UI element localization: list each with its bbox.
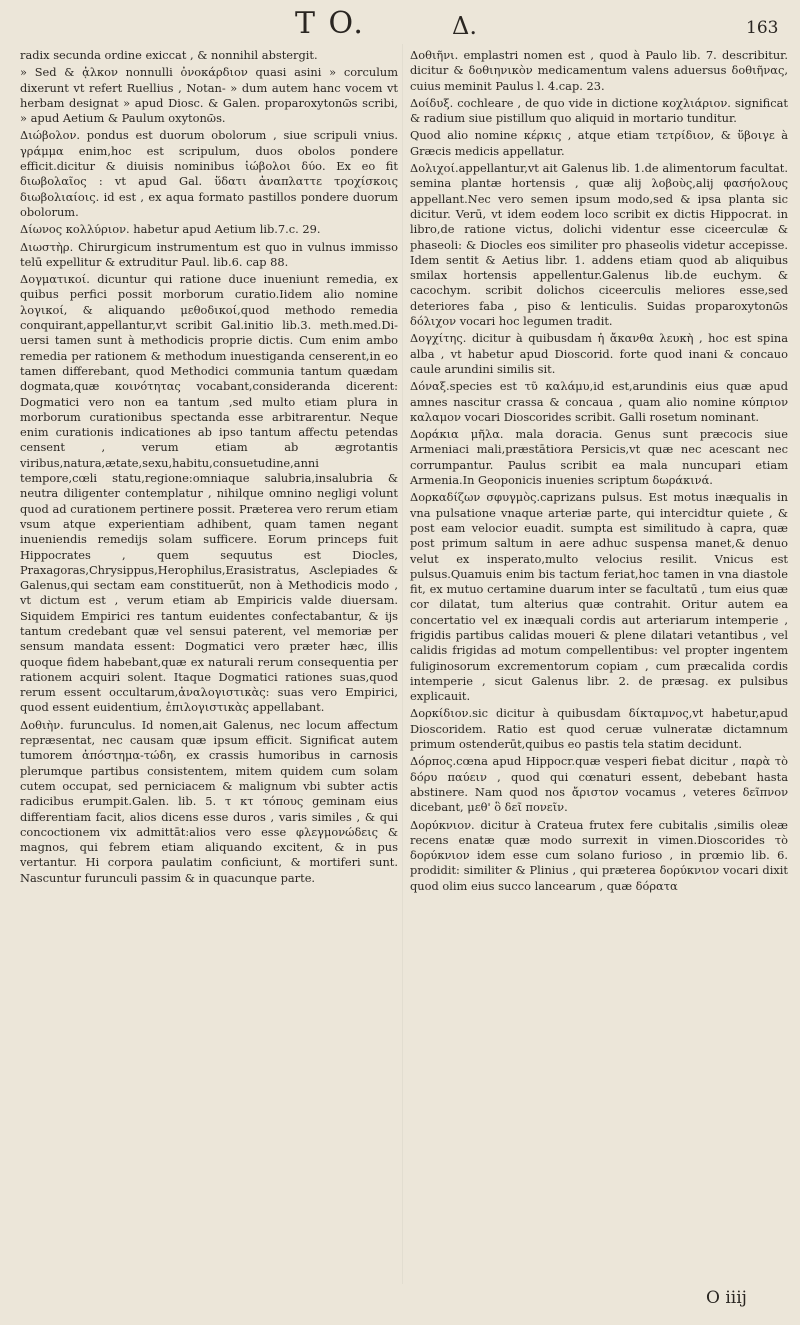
entry: Δοθιὴν. furunculus. Id nomen,ait Galenus, nec locum affectum repræsentat, nec causam quæ ipsum efficit. Significat autem tumorem ἀπόστημα-τώδη, ex crassis humoribus in carnosis plerumque partibus consistentem, mitem quidem cum solam cutem occupat, sed perniciacem & malignum vbi subter actis radicibus erumpit.Galen. lib. 5. τ κτ τόπους geminam eius differentiam facit, alios dicens esse duros , varis similes , & qui concoctionem vix admittāt:alios vero esse φλεγμονώδεις & magnos, qui febrem etiam aliquando excitent, & in pus vertantur. Hi corpora paulatim conficiunt, & mortiferi sunt. Nascuntur furunculi passim & in quacunque parte. [20, 717, 399, 885]
entry: Δορκίδιον.sic dicitur à quibusdam δίκταμνος,vt habetur,apud Dioscoridem. Ratio est quod ceruæ vulneratæ dictamnum primum ostenderūt,quibus eo pastis tela statim decidunt. [410, 706, 788, 752]
entry: Δορύκνιον. dicitur à Crateua frutex fere cubitalis ,similis oleæ recens enatæ quæ modo surrexit in vimen.Dioscorides τὸ δορύκνιον idem esse cum solano furioso , in prœmio lib. 6. prodidit: similiter & Plinius , qui præterea δορύκνιον vocari dixit quod olim eius succo lancearum , quæ δόρατα [410, 817, 788, 893]
entry: Δοράκια μῆλα. mala doracia. Genus sunt præcocis siue Armeniaci mali,præstātiora Persicis,vt quæ nec acescant nec corrumpantur. Paulus scribit ea mala nuncupari etiam Armenia.In Geoponicis inuenies scriptum δωράκινά. [410, 427, 788, 488]
column-gutter [402, 44, 403, 1284]
entry: Διωστὴρ. Chirurgicum instrumentum est quo in vulnus immisso telū expellitur & extruditur Paul. lib.6. cap 88. [20, 239, 398, 269]
page-number: 163 [746, 18, 779, 38]
entry: Δογματικοί. dicuntur qui ratione duce inueniunt remedia, ex quibus perfici possit morborum curatio.Iidem alio nomine λογικοί, & aliquando μεθοδικοί,quod methodo remedia conquirant,appellantur,vt scribit Gal.initio lib.3. meth.med.Di-uersi tamen sunt à methodicis proprie dictis. Cum enim ambo remedia per rationem & methodum inuestiganda censerent,in eo tamen differebant, quod Methodici communia tantum quædam dogmata,quæ κοινότητας vocabant,consideranda dicerent: Dogmatici vero non ea tantum ,sed multo etiam plura in morborum curationibus spectanda esse arbitrarentur. Neque enim curationis indicationes ab ipso tantum affectu petendas censent , verum etiam ab ægrotantis viribus,natura,ætate,sexu,habitu,consuetudine,anni tempore,cœli statu,regione:omniaque salubria,insalubria & neutra diligenter contemplatur , nihilque omnino negligi volunt quod ad curationem pertinere possit. Præterea vero rerum etiam vsum atque experientiam adhibent, quam tamen negant inueniendis remedijs solam sufficere. Eorum princeps fuit Hippocrates , quem sequutus est Diocles, Praxagoras,Chrysippus,Herophilus,Erasistratus, Asclepiades & Galenus,qui sectam eam constituerūt, non à Methodicis modo , vt dictum est , verum etiam ab Empiricis valde diuersam. Siquidem Empirici res tantum euidentes confectabantur, & ijs tantum credebant quæ vel sensui paterent, vel memoriæ per sensum mandata essent: Dogmatici vero præter hæc, illis quoque fidem habebant,quæ ex naturali rerum consequentia per rationem acquiri solent. Itaque Dogmatici rationes suas,quod rerum essent occultarum,ἀναλογιστικὰς: suas vero Empirici, quod essent euidentium, ἐπιλογιστικὰς appellabant. [20, 272, 398, 715]
entry: Δόρπος.cœna apud Hippocr.quæ vesperi fiebat dicitur , παρὰ τὸ δόρυ παύειν , quod qui cœnaturi essent, debebant hasta abstinere. Nam quod nos ἄριστον vocamus , veteres δεῖπνον dicebant, μεθ' ὃ δεῖ πονεῖν. [410, 754, 788, 815]
entry: radix secunda ordine exiccat , & nonnihil abstergit. [20, 48, 318, 62]
entry: » Sed & ᾀλκον nonnulli ὀνοκάρδιον quasi asini » corculum dixerunt vt refert Ruellius , Notan- » dum autem hanc vocem vt herbam designat » apud Diosc. & Galen. proparoxytonῶs scribi, » apud Aetium & Paulum oxytonῶs. [20, 65, 398, 126]
entry: Διώβολον. pondus est duorum obolorum , siue scripuli vnius. γράμμα enim,hoc est scripulum, duos obolos pondere efficit.dicitur & diuisis nominibus ἰώβολοι δύο. Ex eo fit διωβολαῖος : vt apud Gal. ὕδατι ἀναπλαττε τροχίσκοις διωβολιαίοις. id est , ex aqua formato pastillos pondere duorum obolorum. [20, 128, 398, 219]
entry: Δόναξ.species est τῦ καλάμυ,id est,arundinis eius quæ apud amnes nascitur crassa & concaua , quam alio nomine κύπριον καλαμον vocari Dioscorides scribit. Galli rosetum nominant. [410, 379, 788, 424]
running-head-right: Δ. [452, 12, 477, 40]
running-head-left: T O. [295, 6, 365, 41]
entry: Δοθιῆνι. emplastri nomen est , quod à Paulo lib. 7. describitur. dicitur & δοθιηνικὸν medicamentum valens aduersus δοθιῆνας, cuius meminit Paulus l. 4.cap. 23. [410, 48, 788, 93]
entry: Δογχίτης. dicitur à quibusdam ἡ ἄκανθα λευκὴ , hoc est spina alba , vt habetur apud Dioscorid. forte quod inani & concauo caule arundini similis sit. [410, 331, 788, 376]
entry: Δολιχοί.appellantur,vt ait Galenus lib. 1.de alimentorum facultat. semina plantæ hortensis , quæ alij λοβοὺς,alij φασήολους appellant.Nec vero semen ipsum modo,sed & ipsa planta sic dicitur. Verū, vt idem eodem loco scribit ex dictis Hippocrat. in libro,de ratione victus, dolichi videntur esse ciceerculæ & phaseoli: & Diocles eos similiter pro phaseolis videtur accepisse. Idem sentit & Aetius libr. 1. addens etiam quod ab aliquibus smilax hortensis appellentur.Galenus lib.de euchym. & cacochym. scribit dolichos ciceerculis meliores esse,sed deteriores faba , piso & lenticulis. Suidas proparoxytonῶs δόλιχον vocari hoc legumen tradit. [410, 161, 788, 329]
right-column [410, 48, 788, 896]
entry: Δορκαδίζων σφυγμὸς.caprizans pulsus. Est motus inæqualis in vna pulsatione vnaque arteriæ parte, qui intercidtur quiete , & post eam velocior euadit. sumpta est similitudo à capra, quæ post primum saltum in aere adhuc suspensa manet,& denuo velut ex insperato,multo velocius resilit. Vnicus est pulsus.Quamuis enim bis tactum feriat,hoc tamen in vna diastole fit, ex mutuo certamine duarum inter se facultatū , tum eius quæ cor dilatat, tum alterius quæ contrahit. Oritur autem ea concertatio vel ex inæquali cordis aut arteriarum intemperie , frigidis partibus calidas moueri & plene dilatari vetantibus , vel calidis frigidas ad motum compellentibus: vel propter ingentem fuliginosorum excrementorum copiam , cum præcalida cordis intemperie , sicut Galenus libr. 2. de præsag. ex pulsibus explicauit. [410, 490, 788, 704]
left-column [20, 48, 398, 888]
page-header [0, 6, 800, 46]
entry: Δοίδυξ. cochleare , de quo vide in dictione κοχλιάριον. significat & radium siue pistillum quo aliquid in mortario tunditur. [410, 95, 788, 126]
entry: Δίωνος κολλύριον. habetur apud Aetium lib.7.c. 29. [20, 222, 321, 237]
entry: Quod alio nomine κέρκις , atque etiam τετρίδιον, & ὕβοιγε à Græcis medicis appellatur. [410, 128, 788, 158]
signature-mark: O iiij [706, 1288, 747, 1308]
